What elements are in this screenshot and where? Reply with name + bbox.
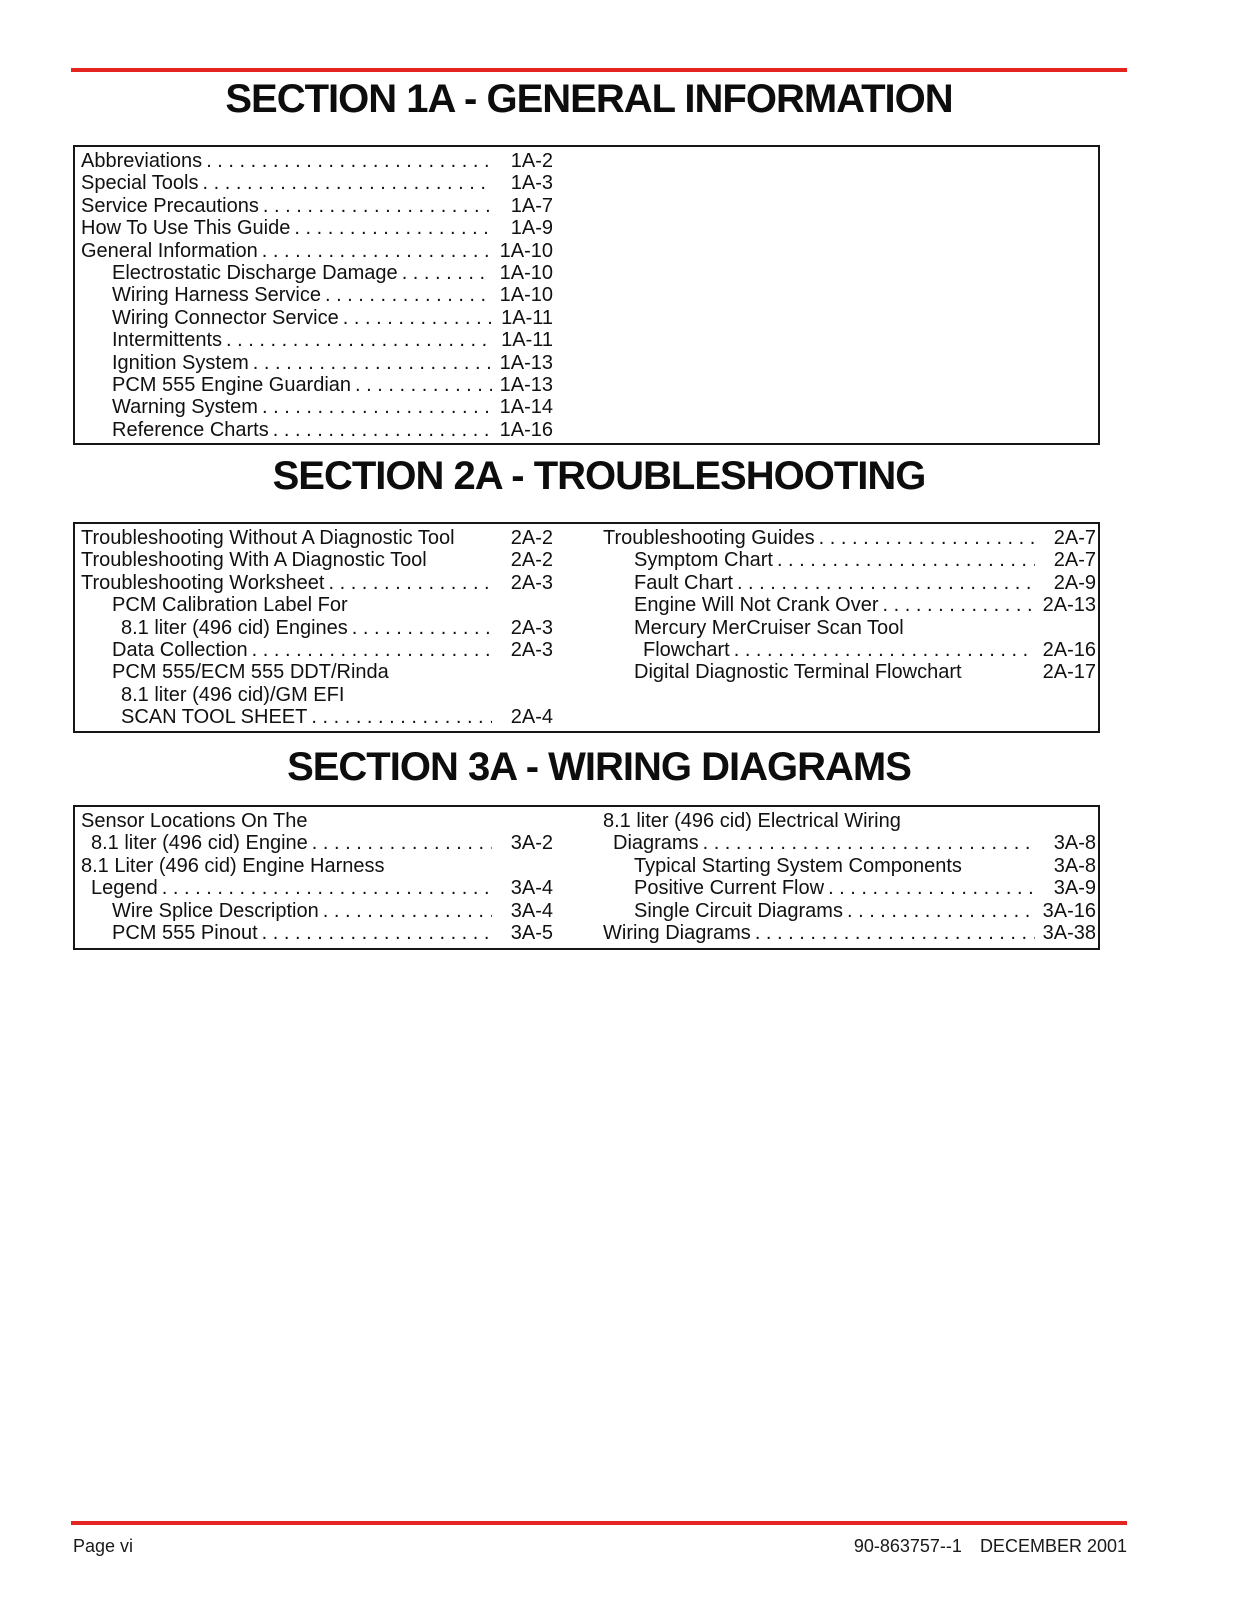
toc-entry	[81, 284, 553, 306]
dot-leader	[263, 195, 492, 217]
toc-entry	[603, 922, 1096, 944]
toc-entry	[81, 617, 553, 639]
dot-leader	[312, 832, 492, 854]
toc-entry-label: Data Collection	[112, 639, 248, 662]
toc-entry	[81, 172, 553, 194]
toc-entry-page: 2A-16	[1042, 639, 1096, 662]
toc-entry	[603, 594, 1096, 616]
toc-entry-label: Troubleshooting Worksheet	[81, 571, 325, 594]
toc-entry-page: 3A-2	[510, 832, 553, 855]
toc-entry	[603, 661, 1096, 683]
toc-entry-label: 8.1 liter (496 cid) Engine	[91, 832, 308, 855]
toc-entry-page: 1A-10	[499, 239, 553, 262]
dot-leader	[226, 329, 492, 351]
toc-entry	[81, 706, 553, 728]
toc-entry	[81, 900, 553, 922]
toc-entry-label: Ignition System	[112, 351, 249, 374]
toc-entry-page: 1A-16	[499, 418, 553, 441]
toc-entry-page: 2A-17	[1042, 661, 1096, 684]
toc-entry	[81, 217, 553, 239]
toc-entry-page: 1A-13	[499, 374, 553, 397]
dot-leader	[352, 617, 492, 639]
dot-leader	[828, 877, 1035, 899]
toc-entry	[81, 594, 553, 616]
section-2a-heading: SECTION 2A - TROUBLESHOOTING	[272, 454, 926, 498]
toc-entry-label: Intermittents	[112, 329, 223, 352]
toc-entry	[81, 195, 553, 217]
toc-entry-label: Electrostatic Discharge Damage	[112, 262, 398, 285]
toc-entry	[81, 661, 553, 683]
toc-entry	[81, 307, 553, 329]
toc-entry-page: 1A-10	[499, 284, 553, 307]
toc-entry-page: 2A-2	[510, 549, 553, 572]
toc-entry-label: SCAN TOOL SHEET	[121, 706, 308, 729]
toc-entry-label: Wiring Connector Service	[112, 306, 339, 329]
toc-entry-page: 2A-7	[1053, 527, 1096, 549]
toc-entry-label: Abbreviations	[81, 150, 203, 172]
dot-leader	[328, 572, 492, 594]
toc-entry-label: Wiring Harness Service	[112, 284, 321, 307]
dot-leader	[294, 217, 492, 239]
toc-entry	[81, 877, 553, 899]
toc-entry	[603, 572, 1096, 594]
toc-entry-page: 3A-5	[510, 922, 553, 945]
toc-entry-page: 1A-14	[499, 396, 553, 419]
dot-leader	[355, 374, 492, 396]
toc-entry	[81, 572, 553, 594]
toc-entry-label: Troubleshooting Guides	[603, 527, 815, 549]
dot-leader	[202, 172, 492, 194]
toc-entry	[81, 150, 553, 172]
toc-entry-page: 3A-38	[1042, 922, 1096, 945]
toc-entry	[81, 352, 553, 374]
toc-box-section-3a	[73, 805, 1100, 950]
toc-entry-label: Troubleshooting Without A Diagnostic Tool	[81, 527, 455, 549]
toc-entry	[81, 419, 553, 441]
toc-entry-label: 8.1 liter (496 cid) Engines	[121, 616, 348, 639]
toc-entry-page: 1A-3	[510, 172, 553, 195]
dot-leader	[777, 549, 1035, 571]
toc-entry	[81, 527, 553, 549]
toc-entry-page: 3A-16	[1042, 899, 1096, 922]
toc-entry	[81, 810, 553, 832]
toc-entry	[81, 549, 553, 571]
dot-leader	[162, 877, 492, 899]
toc-entry-label: Sensor Locations On The	[81, 810, 308, 832]
footer-doc-number: 90-863757--1	[853, 1536, 962, 1556]
toc-entry-label: Digital Diagnostic Terminal Flowchart	[634, 661, 962, 684]
dot-leader	[273, 419, 492, 441]
toc-entry	[81, 855, 553, 877]
toc-entry	[81, 240, 553, 262]
toc-entry	[603, 900, 1096, 922]
dot-leader	[755, 922, 1035, 944]
toc-entry-page: 2A-3	[510, 639, 553, 662]
dot-leader	[402, 262, 492, 284]
toc-entry-label: Wire Splice Description	[112, 899, 319, 922]
toc-entry-label: 8.1 liter (496 cid)/GM EFI	[121, 683, 345, 706]
bottom-red-rule	[71, 1521, 1127, 1525]
toc-column	[603, 527, 1096, 684]
toc-column	[81, 527, 553, 729]
dot-leader	[325, 284, 492, 306]
toc-entry-label: Service Precautions	[81, 194, 259, 217]
toc-entry-page: 1A-10	[499, 262, 553, 285]
toc-entry	[81, 684, 553, 706]
toc-entry	[81, 832, 553, 854]
dot-leader	[737, 572, 1035, 594]
toc-entry-page: 2A-3	[510, 616, 553, 639]
footer-publication-info	[854, 1536, 1127, 1557]
toc-entry-page: 3A-8	[1053, 832, 1096, 855]
toc-entry-page: 1A-11	[501, 329, 553, 352]
dot-leader	[883, 594, 1035, 616]
toc-entry	[81, 639, 553, 661]
toc-box-section-2a	[73, 522, 1100, 733]
toc-entry-page: 2A-2	[510, 527, 553, 549]
toc-entry	[603, 617, 1096, 639]
toc-entry-page: 3A-4	[510, 899, 553, 922]
dot-leader	[819, 527, 1035, 549]
toc-entry-page: 3A-8	[1053, 854, 1096, 877]
toc-entry-label: Symptom Chart	[634, 549, 773, 572]
section-1a-heading: SECTION 1A - GENERAL INFORMATION	[225, 77, 953, 121]
toc-entry-page: 1A-13	[499, 351, 553, 374]
toc-entry	[603, 877, 1096, 899]
toc-entry-page: 2A-9	[1053, 571, 1096, 594]
toc-entry-page: 2A-3	[510, 571, 553, 594]
toc-entry	[81, 329, 553, 351]
toc-entry-label: How To Use This Guide	[81, 217, 291, 240]
toc-entry-label: 8.1 liter (496 cid) Electrical Wiring	[603, 810, 901, 832]
top-red-rule	[71, 68, 1127, 72]
toc-column	[603, 810, 1096, 944]
dot-leader	[262, 396, 492, 418]
toc-entry-label: Typical Starting System Components	[634, 854, 962, 877]
toc-entry-label: PCM 555 Engine Guardian	[112, 374, 352, 397]
toc-entry-label: Legend	[91, 877, 158, 900]
toc-entry-page: 1A-9	[510, 217, 553, 240]
footer-date: DECEMBER 2001	[979, 1536, 1127, 1556]
toc-entry-label: PCM Calibration Label For	[112, 594, 348, 617]
toc-entry	[81, 922, 553, 944]
toc-entry-label: Warning System	[112, 396, 258, 419]
toc-column	[81, 150, 553, 441]
toc-entry-label: Engine Will Not Crank Over	[634, 594, 879, 617]
toc-entry-label: 8.1 Liter (496 cid) Engine Harness	[81, 854, 385, 877]
dot-leader	[253, 352, 492, 374]
dot-leader	[262, 922, 492, 944]
toc-entry-label: Mercury MerCruiser Scan Tool	[634, 616, 904, 639]
toc-entry	[81, 374, 553, 396]
dot-leader	[847, 900, 1035, 922]
dot-leader	[323, 900, 492, 922]
toc-entry-page: 2A-13	[1042, 594, 1096, 617]
toc-entry-page: 1A-2	[510, 150, 553, 172]
toc-entry-page: 2A-4	[510, 706, 553, 729]
toc-entry-label: Reference Charts	[112, 418, 269, 441]
toc-entry-label: Special Tools	[81, 172, 199, 195]
dot-leader	[734, 639, 1035, 661]
toc-entry	[603, 810, 1096, 832]
toc-column	[81, 810, 553, 944]
dot-leader	[252, 639, 492, 661]
toc-entry-label: Flowchart	[643, 639, 730, 662]
toc-entry-page: 3A-4	[510, 877, 553, 900]
toc-entry-label: Diagrams	[613, 832, 699, 855]
toc-entry-page: 3A-9	[1053, 877, 1096, 900]
dot-leader	[206, 150, 492, 172]
toc-entry-label: Single Circuit Diagrams	[634, 899, 843, 922]
toc-entry-label: Wiring Diagrams	[603, 922, 751, 945]
toc-entry-label: Fault Chart	[634, 571, 733, 594]
toc-entry-label: Positive Current Flow	[634, 877, 825, 900]
toc-entry	[603, 639, 1096, 661]
dot-leader	[343, 307, 492, 329]
toc-entry-page: 1A-11	[501, 306, 553, 329]
toc-entry-page: 1A-7	[510, 194, 553, 217]
footer-page-number: Page vi	[73, 1536, 134, 1556]
dot-leader	[703, 832, 1035, 854]
toc-entry	[81, 396, 553, 418]
toc-entry	[603, 855, 1096, 877]
page-footer	[73, 1536, 1127, 1557]
toc-entry	[603, 549, 1096, 571]
toc-entry	[603, 527, 1096, 549]
toc-entry-page: 2A-7	[1053, 549, 1096, 572]
toc-entry	[603, 832, 1096, 854]
dot-leader	[311, 706, 492, 728]
toc-entry-label: PCM 555/ECM 555 DDT/Rinda	[112, 661, 389, 684]
toc-box-section-1a	[73, 145, 1100, 445]
dot-leader	[262, 240, 492, 262]
toc-entry-label: PCM 555 Pinout	[112, 922, 258, 945]
toc-entry	[81, 262, 553, 284]
toc-entry-label: Troubleshooting With A Diagnostic Tool	[81, 549, 427, 572]
toc-entry-label: General Information	[81, 239, 258, 262]
section-3a-heading: SECTION 3A - WIRING DIAGRAMS	[287, 745, 911, 789]
